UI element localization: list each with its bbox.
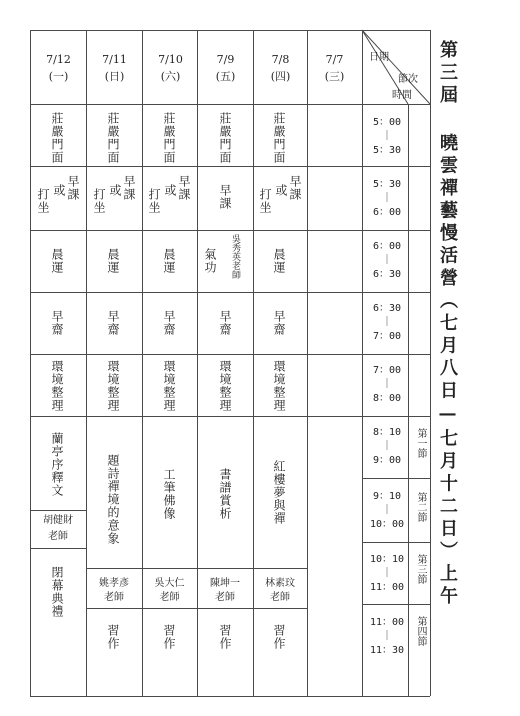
activity-cell: 莊嚴門面 bbox=[218, 112, 232, 164]
period-label: 第一節 bbox=[415, 428, 426, 458]
teacher-title: 老師 bbox=[48, 531, 68, 542]
activity-cell: 或 bbox=[108, 184, 122, 197]
column-day: (五) bbox=[215, 70, 236, 83]
activity-cell: 或 bbox=[52, 184, 66, 197]
activity-cell: 早課 bbox=[66, 175, 80, 201]
activity-cell: 早齋 bbox=[50, 310, 64, 336]
activity-cell: 莊嚴門面 bbox=[272, 112, 286, 164]
activity-cell: 早齋 bbox=[272, 310, 286, 336]
activity-cell: 打坐 bbox=[258, 188, 272, 214]
teacher-name: 胡健財 bbox=[43, 515, 73, 526]
class-title: 閉幕典禮 bbox=[50, 566, 64, 618]
teacher-title: 老師 bbox=[270, 592, 290, 603]
activity-cell: 氣功 bbox=[203, 248, 217, 274]
header-corner-period: 節次 bbox=[398, 74, 418, 85]
activity-cell: 晨運 bbox=[50, 248, 64, 274]
activity-cell: 打坐 bbox=[36, 188, 50, 214]
class-title: 蘭亭序釋文 bbox=[50, 432, 64, 497]
activity-cell: 環境整理 bbox=[218, 360, 232, 412]
column-day: (一) bbox=[48, 70, 69, 83]
column-date: 7/10 bbox=[158, 53, 183, 66]
time-slot: 6：00 ｜ 6：30 bbox=[372, 241, 402, 280]
teacher-name: 陳坤一 bbox=[210, 578, 240, 589]
time-slot: 5：30 ｜ 6：00 bbox=[372, 179, 402, 218]
period-label: 第二節 bbox=[415, 492, 426, 522]
class-title: 題詩禪境的意象 bbox=[106, 454, 120, 545]
activity-cell: 晨運 bbox=[162, 248, 176, 274]
activity-cell: 早課 bbox=[177, 175, 191, 201]
class-title: 紅樓夢與禪 bbox=[272, 460, 286, 525]
activity-cell: 環境整理 bbox=[272, 360, 286, 412]
activity-cell: 早齋 bbox=[162, 310, 176, 336]
column-day: (六) bbox=[160, 70, 181, 83]
activity-cell: 打坐 bbox=[92, 188, 106, 214]
time-slot: 8：10 ｜ 9：00 bbox=[372, 427, 402, 466]
teacher-name: 姚孝彥 bbox=[99, 578, 129, 589]
activity-cell: 環境整理 bbox=[106, 360, 120, 412]
class-title: 工筆佛像 bbox=[162, 468, 176, 520]
period-label: 第三節 bbox=[415, 554, 426, 584]
activity-cell: 習作 bbox=[162, 624, 176, 650]
page-title: 第三屆 曉雲禪藝慢活營（七月八日—七月十二日）上午 bbox=[437, 40, 458, 609]
teacher-name: 林素玟 bbox=[265, 578, 295, 589]
column-date: 7/12 bbox=[46, 53, 71, 66]
activity-cell: 莊嚴門面 bbox=[106, 112, 120, 164]
header-corner-time: 時間 bbox=[392, 90, 412, 101]
column-date: 7/11 bbox=[102, 53, 127, 66]
period-label: 第四節 bbox=[415, 616, 426, 646]
column-day: (四) bbox=[270, 70, 291, 83]
teacher-name: 吳秀英老師 bbox=[230, 234, 240, 279]
time-slot: 11：00 ｜ 11：30 bbox=[369, 617, 405, 656]
column-date: 7/8 bbox=[271, 53, 290, 66]
column-day: (日) bbox=[104, 70, 125, 83]
activity-cell: 或 bbox=[274, 184, 288, 197]
class-title: 書譜賞析 bbox=[218, 468, 232, 520]
time-slot: 5：00 ｜ 5：30 bbox=[372, 117, 402, 156]
activity-cell: 習作 bbox=[106, 624, 120, 650]
activity-cell: 環境整理 bbox=[50, 360, 64, 412]
column-date: 7/7 bbox=[325, 53, 344, 66]
column-date: 7/9 bbox=[216, 53, 235, 66]
activity-cell: 晨運 bbox=[106, 248, 120, 274]
activity-cell: 習作 bbox=[272, 624, 286, 650]
column-day: (三) bbox=[324, 70, 345, 83]
activity-cell: 早課 bbox=[288, 175, 302, 201]
activity-cell: 晨運 bbox=[272, 248, 286, 274]
activity-cell: 環境整理 bbox=[162, 360, 176, 412]
teacher-title: 老師 bbox=[104, 592, 124, 603]
activity-cell: 早課 bbox=[122, 175, 136, 201]
time-slot: 6：30 ｜ 7：00 bbox=[372, 303, 402, 342]
time-slot: 10：10 ｜ 11：00 bbox=[369, 554, 405, 593]
activity-cell: 早齋 bbox=[218, 310, 232, 336]
activity-cell: 莊嚴門面 bbox=[162, 112, 176, 164]
activity-cell: 習作 bbox=[218, 624, 232, 650]
header-corner-date: 日期 bbox=[369, 52, 389, 63]
time-slot: 7：00 ｜ 8：00 bbox=[372, 365, 402, 404]
teacher-title: 老師 bbox=[159, 592, 180, 603]
activity-cell: 早課 bbox=[218, 184, 232, 210]
activity-cell: 早齋 bbox=[106, 310, 120, 336]
activity-cell: 莊嚴門面 bbox=[50, 112, 64, 164]
activity-cell: 打坐 bbox=[147, 188, 161, 214]
time-slot: 9：10 ｜ 10：00 bbox=[369, 491, 405, 530]
activity-cell: 或 bbox=[163, 184, 177, 197]
teacher-title: 老師 bbox=[215, 592, 235, 603]
teacher-name: 吳大仁 bbox=[154, 578, 185, 589]
